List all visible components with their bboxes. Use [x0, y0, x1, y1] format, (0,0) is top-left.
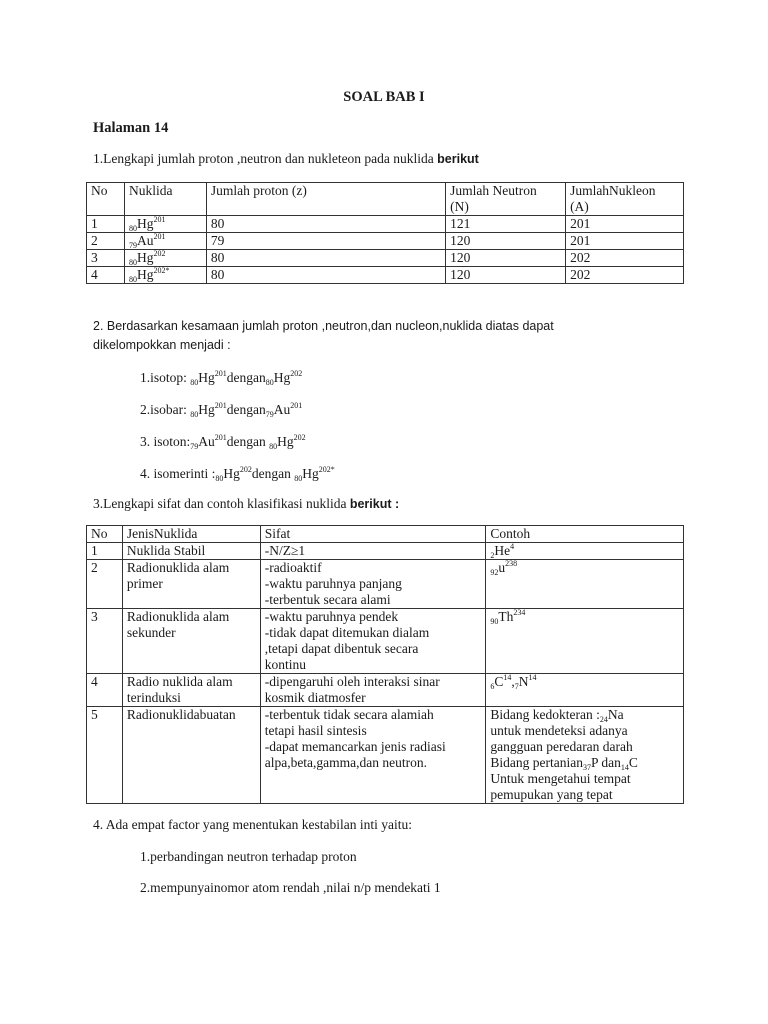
table-row: 4 Radio nuklida alam terinduksi -dipengaruhi oleh interaksi sinar kosmik diatmosfer $_6C^{14},_7N^{14}$: [87, 674, 684, 707]
question-4: 4. Ada empat factor yang menentukan kestabilan inti yaitu:: [93, 817, 413, 832]
nuclide-symbol: $_{80}Hg^{201}$: [128, 215, 166, 233]
question-2-line-1: 2. Berdasarkan kesamaan jumlah proton ,neutron,dan nucleon,nuklida diatas dapat: [93, 319, 554, 333]
table-header-row: No JenisNuklida Sifat Contoh: [87, 526, 684, 543]
list-item-isoton: 3. $isoton:_{79}Au^{201}dengan$ $_{80}Hg^{202}$: [140, 433, 306, 451]
list-item: 2.mempunyainomor atom rendah ,nilai n/p mendekati 1: [140, 880, 441, 895]
section-heading: Halaman 14: [93, 120, 169, 136]
nuclide-symbol: $_{92}u^{238}$: [490, 559, 518, 577]
nuclide-symbol: $_{79}Au^{201}$: [128, 232, 166, 250]
table-row: 3 $_{80}Hg^{202}$ 80 120 202: [87, 250, 684, 267]
list-item-isobar: 2.isobar: $_{80}Hg^{201}dengan_{79}Au^{201}$: [140, 401, 303, 419]
table-row: 5 Radionuklidabuatan -terbentuk tidak secara alamiah tetapi hasil sintesis -dapat memancarkan jenis radiasi alpa,beta,gamma,dan neutron. Bidang kedokteran $:_{24}Na$ untuk mendeteksi adanya gangguan peredaran darah Bidang pertanian$_{37}$P dan$_{14}$C Untuk mengetahui tempat pemupukan yang tepat: [87, 707, 684, 804]
table-row: 2 $_{79}Au^{201}$ 79 120 201: [87, 233, 684, 250]
table-row: 3 Radionuklida alam sekunder -waktu paruhnya pendek -tidak dapat ditemukan dialam ,tetapi dapat dibentuk secara kontinu $_{90}Th^{234}$: [87, 609, 684, 674]
nuclide-symbol: $_6C^{14},_7N^{14}$: [490, 673, 537, 691]
nuclide-symbol: $_{80}Hg^{202*}$: [128, 266, 170, 284]
nuclide-symbol: $_{80}Hg^{202}$: [128, 249, 166, 267]
question-2-line-2: dikelompokkan menjadi :: [93, 338, 231, 352]
table-row: 1 $_{80}Hg^{201}$ 80 121 201: [87, 216, 684, 233]
list-item: 1.perbandingan neutron terhadap proton: [140, 849, 357, 864]
classification-table: [86, 525, 684, 804]
list-item-isomer: 4. isomerinti $:_{80}Hg^{202}dengan$ $_{80}Hg^{202*}$: [140, 465, 335, 483]
table-row: 4 $_{80}Hg^{202*}$ 80 120 202: [87, 267, 684, 284]
table-header-row: No Nuklida Jumlah proton (z) Jumlah Neutron (N) JumlahNukleon (A): [87, 183, 684, 216]
nuclide-symbol: $_{90}Th^{234}$: [490, 608, 526, 626]
question-1: 1.Lengkapi jumlah proton ,neutron dan nukleteon pada nuklida berikut: [93, 151, 479, 166]
list-item-isotop: 1.isotop: $_{80}Hg^{201}dengan_{80}Hg^{202}$: [140, 369, 303, 387]
table-row: 1 Nuklida Stabil -N/Z≥1 $_2He^4$: [87, 543, 684, 560]
nuclide-table: [86, 182, 684, 284]
table-row: 2 Radionuklida alam primer -radioaktif -waktu paruhnya panjang -terbentuk secara alami $_{92}u^{238}$: [87, 560, 684, 609]
nuclide-symbol: $_2He^4$: [490, 542, 515, 560]
page-title: SOAL BAB I: [343, 89, 425, 105]
question-3: 3.Lengkapi sifat dan contoh klasifikasi nuklida berikut :: [93, 496, 400, 511]
